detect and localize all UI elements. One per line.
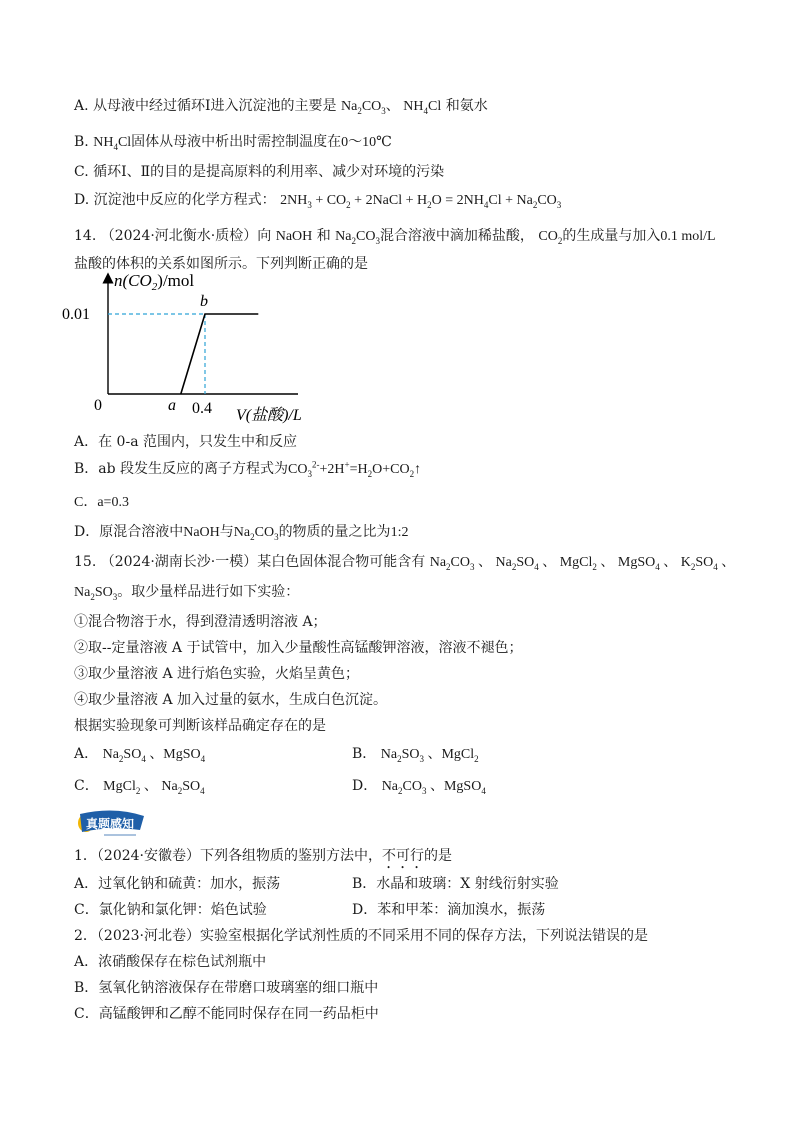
q15-step-4: ④取少量溶液 A 加入过量的氨水，生成白色沉淀。 — [74, 692, 388, 708]
q14-stem-line2: 盐酸的体积的关系如图所示。下列判断正确的是 — [74, 256, 368, 272]
point-b-label: b — [200, 293, 208, 310]
r1-stem: 1．（2024·安徽卷）下列各组物质的鉴别方法中，不可行的是 — [74, 848, 453, 864]
q15-step-3: ③取少量溶液 A 进行焰色实验，火焰呈黄色； — [74, 666, 360, 682]
q15-option-b: B． $Na_2SO_3$ 、MgCl$_2$ — [352, 746, 479, 764]
x-axis-label: V(盐酸)/L — [236, 407, 302, 424]
r1-option-a: A．过氧化钠和硫黄：加水，振荡 — [74, 876, 281, 892]
r2-option-a: A．浓硝酸保存在棕色试剂瓶中 — [74, 954, 267, 970]
section-badge-label: 真题感知 — [86, 817, 135, 831]
q15-stem-line2: $Na_2SO_3$。取少量样品进行如下实验： — [74, 584, 300, 602]
r1-option-d: D．苯和甲苯：滴加溴水，振荡 — [352, 902, 546, 918]
q14-option-c: C．a=0.3 — [74, 495, 129, 510]
point-a-label: a — [168, 397, 176, 414]
q15-step-2: ②取--定量溶液 A 于试管中，加入少量酸性高锰酸钾溶液，溶液不褪色； — [74, 640, 523, 656]
q15-step-1: ①混合物溶于水，得到澄清透明溶液 A； — [74, 614, 327, 630]
r2-option-b: B．氢氧化钠溶液保存在带磨口玻璃塞的细口瓶中 — [74, 980, 379, 996]
y-axis-label: $n(CO_2)$/mol — [114, 271, 195, 293]
q13-option-d: D. 沉淀池中反应的化学方程式： $2NH_3 + CO_2$ + 2NaCl + $H_2O = 2NH_4Cl + Na_2CO_3$ — [74, 192, 562, 210]
r2-stem: 2．（2023·河北卷）实验室根据化学试剂性质的不同采用不同的保存方法，下列说法错误的是 — [74, 928, 649, 944]
co2-hcl-chart — [60, 270, 360, 430]
q15-option-d: D． $Na_2CO_3$ 、MgSO$_4$ — [352, 778, 486, 796]
q15-option-c: C． MgCl$_2$ 、 $Na_2SO_4$ — [74, 778, 205, 796]
q14-option-a: A．在 0-a 范围内，只发生中和反应 — [74, 434, 297, 450]
q15-question: 根据实验现象可判断该样品确定存在的是 — [74, 718, 326, 734]
origin-label: 0 — [94, 397, 102, 414]
q13-option-c: C. 循环Ⅰ、Ⅱ的目的是提高原料的利用率、减少对环境的污染 — [74, 164, 445, 180]
q14-stem-line1: 14. （2024·河北衡水·质检）向 NaOH 和 $Na_2CO_3$混合溶液中滴加稀盐酸， $CO_2$的生成量与加入0.1 mol/L — [74, 228, 716, 246]
section-badge-icon — [74, 808, 154, 838]
co2-series-line — [181, 314, 258, 394]
y-tick-label: 0.01 — [62, 306, 90, 323]
q15-stem-line1: 15. （2024·湖南长沙·一模）某白色固体混合物可能含有 $Na_2CO_3$ 、 $Na_2SO_4$ 、 MgCl$_2$ 、 MgSO$_4$ 、 $K_2SO_4$ 、 — [74, 554, 736, 572]
q14-option-d: D．原混合溶液中NaOH与$Na_2CO_3$的物质的量之比为1:2 — [74, 524, 409, 542]
r1-option-c: C．氯化钠和氯化钾：焰色试验 — [74, 902, 267, 918]
x-tick-label: 0.4 — [192, 400, 212, 417]
q13-option-a: A. 从母液中经过循环Ⅰ进入沉淀池的主要是 $Na_2CO_3$、 $NH_4Cl$ 和氨水 — [74, 98, 488, 116]
q14-option-b: B．ab 段发生反应的离子方程式为$CO_3^{2-}+2H^+=H_2O+CO_2↑$ — [74, 459, 422, 479]
q13-option-b: B. $NH_4Cl$固体从母液中析出时需控制温度在0～10℃ — [74, 134, 392, 152]
r1-option-b: B．水晶和玻璃：X 射线衍射实验 — [352, 876, 559, 892]
q15-option-a: A． $Na_2SO_4$ 、MgSO$_4$ — [74, 746, 206, 764]
r2-option-c: C．高锰酸钾和乙醇不能同时保存在同一药品柜中 — [74, 1006, 379, 1022]
